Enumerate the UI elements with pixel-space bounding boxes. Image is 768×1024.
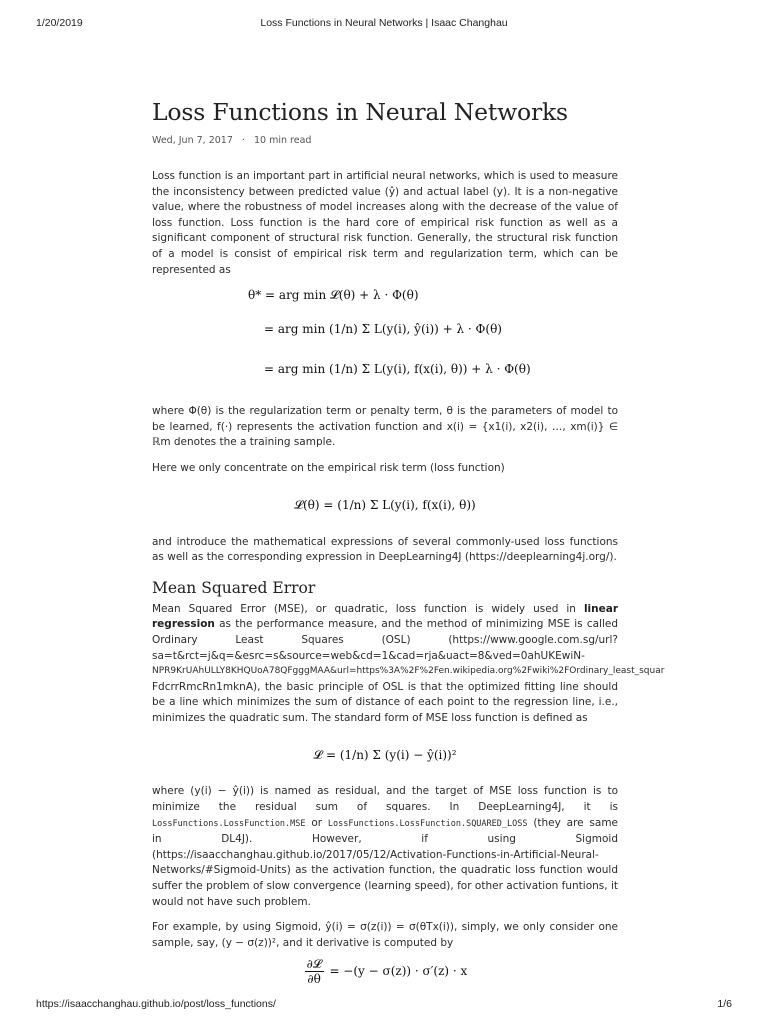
intro-paragraph: Loss function is an important part in artificial neural networks, which is used to measure the inconsistency between predicted value (ŷ) and actual label (y). It is a non-negative value, where the robustness of model increases along with the decrease of the value of loss function. Loss function is the hard core of empirical risk function as well as a significant component of structural risk function. Generally, the structural risk function of a model is consist of empirical risk term and regularization term, which can be represented as <box>152 170 618 276</box>
equation-line-1: θ* = arg min 𝓛(θ) + λ · Φ(θ) <box>248 288 419 303</box>
article-title: Loss Functions in Neural Networks <box>152 98 568 126</box>
print-date: 1/20/2019 <box>36 17 83 29</box>
mse-paragraph-2 <box>152 784 618 910</box>
mse-p2-end: (they are same in DL4J). However, if using Sigmoid (https://isaacchanghau.github.io/2017/05/12/Activation-Functions-in-Artificial-Neural-Networks/#Sigmoid-Units) as the activation function, the quadratic loss function would suffer the problem of slow convergence (learning speed), for other activation funtions, it would not have such problem. <box>152 816 619 908</box>
print-footer <box>36 998 732 1012</box>
linear-regression-link[interactable]: linear regression <box>152 602 619 631</box>
mse-paragraph-1 <box>152 602 618 664</box>
read-time: 10 min read <box>253 135 312 146</box>
derivative-rhs: = −(y − σ(z)) · σ′(z) · x <box>329 964 468 979</box>
derivative-numerator: ∂𝓛 <box>306 957 322 972</box>
equation-derivative <box>152 957 618 986</box>
mse-p2-or: or <box>311 816 323 829</box>
derivative-fraction <box>305 957 324 986</box>
equation-line-3: = arg min (1/n) Σ L(y(i), f(x(i), θ)) + λ · Φ(θ) <box>264 362 531 377</box>
print-page-title: Loss Functions in Neural Networks | Isaac Changhau <box>260 17 508 29</box>
mse-p1-overflow: NPR9KrUAhULLY8KHQUoA78QFgggMAA&url=https%3A%2F%2Fen.wikipedia.org%2Fwiki%2FOrdinary_least_squar <box>152 666 665 677</box>
article <box>152 97 665 987</box>
focus-paragraph: Here we only concentrate on the empirical risk term (loss function) <box>152 461 505 474</box>
intro2-paragraph: and introduce the mathematical expressions of several commonly-used loss functions as well as the corresponding expression in DeepLearning4J (https://deeplearning4j.org/). <box>152 535 618 564</box>
code-mse: LossFunctions.LossFunction.MSE <box>152 818 306 829</box>
article-date: Wed, Jun 7, 2017 <box>152 135 233 146</box>
print-header <box>36 17 732 31</box>
derivative-denominator: ∂θ <box>307 972 321 987</box>
code-squared-loss: LossFunctions.LossFunction.SQUARED_LOSS <box>327 818 528 829</box>
article-meta <box>152 135 618 147</box>
mse-paragraph-3: For example, by using Sigmoid, ŷ(i) = σ(z(i)) = σ(θTx(i)), simply, we only consider one sample, say, (y − σ(z))², and it derivative is computed by <box>152 921 618 949</box>
mse-p2-start: where (y(i) − ŷ(i)) is named as residual, and the target of MSE loss function is to minimize the residual sum of squares. In DeepLearning4J, it is <box>152 785 618 814</box>
where-paragraph <box>152 404 618 451</box>
equation-line-2: = arg min (1/n) Σ L(y(i), ŷ(i)) + λ · Φ(θ) <box>264 322 502 337</box>
print-url: https://isaacchanghau.github.io/post/loss_functions/ <box>36 998 276 1010</box>
equation-structural-risk <box>152 288 618 400</box>
equation-mse: 𝓛 = (1/n) Σ (y(i) − ŷ(i))² <box>313 748 457 763</box>
mse-p1-start: Mean Squared Error (MSE), or quadratic, loss function is widely used in <box>152 602 576 615</box>
section-heading-mse: Mean Squared Error <box>152 578 316 597</box>
where-text-2: x(i) = {x1(i), x2(i), …, xm(i)} ∈ ℝm denotes the a training sample. <box>152 420 619 449</box>
where-text-1: where Φ(θ) is the regularization term or penalty term, θ is the parameters of model to be learned, f(·) represents the activation function and <box>152 405 618 433</box>
meta-separator: · <box>241 135 245 146</box>
equation-empirical-risk: 𝓛(θ) = (1/n) Σ L(y(i), f(x(i), θ)) <box>294 497 476 512</box>
mse-p1-mid: as the performance measure, and the method of minimizing MSE is called Ordinary Least Squares (OSL) (https://www.google.com.sg/url?sa=t&rct=j&q=&esrc=s&source=web&cd=1&cad=rja&uact=8&ved=0ahUKEwiN- <box>152 618 618 662</box>
mse-p1-end: FdcrrRmcRn1mknA), the basic principle of OSL is that the optimized fitting line should be a line which minimizes the sum of distance of each point to the regression line, i.e., minimizes the quadratic sum. The standard form of MSE loss function is defined as <box>152 680 618 724</box>
print-page-number: 1/6 <box>717 998 732 1010</box>
